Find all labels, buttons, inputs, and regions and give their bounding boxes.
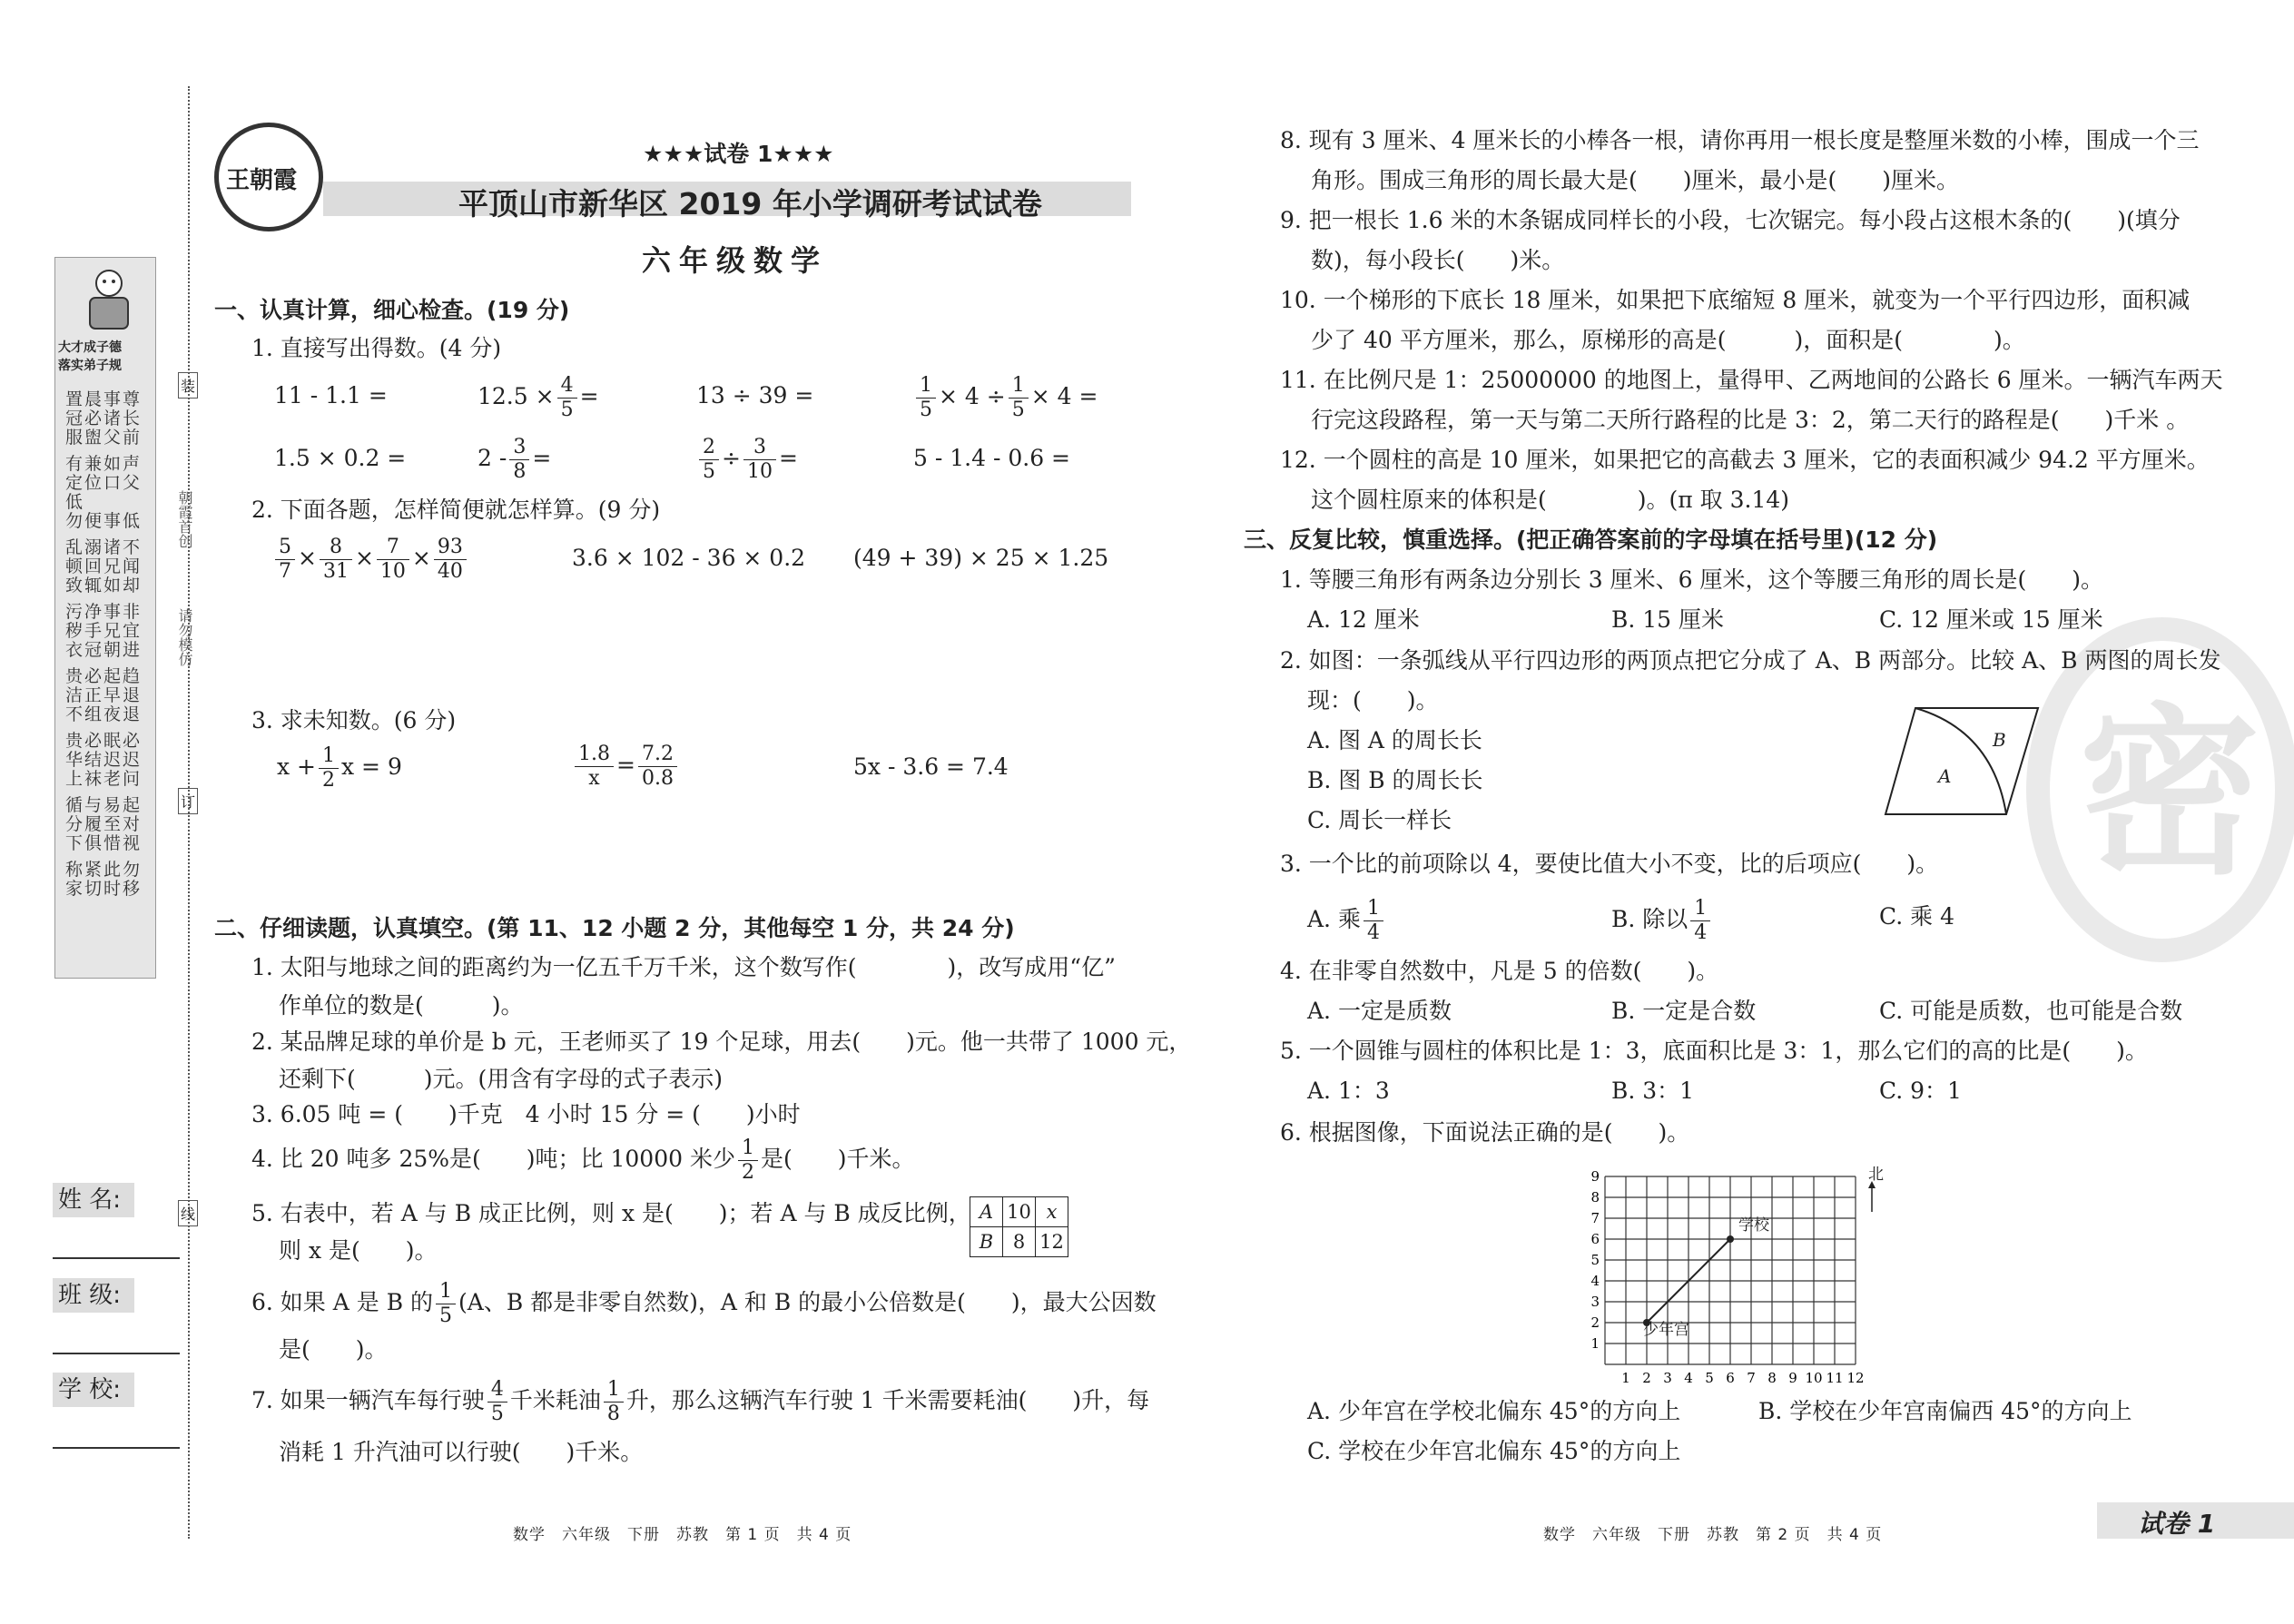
- x-tick: 11: [1826, 1370, 1844, 1386]
- poem-line: 勿便事低: [65, 511, 143, 531]
- fill-9a: 9. 把一根长 1.6 米的木条锯成同样长的小段，七次锯完。每小段占这根木条的( )(填分: [1280, 207, 2181, 233]
- fill-7a: 7. 如果一辆汽车每行驶 $\frac{4}{5}$ 千米耗油 $\frac{1}{8}$ 升，那么这辆汽车行驶 1 千米需要耗油( )升，每: [251, 1378, 1150, 1425]
- binding-mark-3: 线: [178, 1200, 198, 1226]
- calc-3: 13 ÷ 39 =: [696, 382, 814, 408]
- figure-label-b: B: [1993, 729, 2006, 751]
- calc-4: $\frac{1}{5}$ × 4 ÷ $\frac{1}{5}$ × 4 =: [913, 376, 1098, 420]
- poem-line: 衣冠朝进: [65, 640, 143, 660]
- fill-5a: 5. 右表中，若 A 与 B 成正比例，则 x 是( )；若 A 与 B 成反比例，: [251, 1200, 971, 1226]
- choice-2-stem-b: 现：( )。: [1307, 687, 1439, 714]
- coordinate-grid: [1580, 1157, 1897, 1393]
- fill-11b: 行完这段路程，第一天与第二天所行路程的比是 3：2，第二天行的路程是( )千米 。: [1311, 407, 2190, 433]
- fill-7b: 消耗 1 升汽油可以行驶( )千米。: [279, 1439, 644, 1465]
- x-tick: 1: [1621, 1370, 1630, 1386]
- poem-line: 乱溺诸不: [65, 537, 143, 557]
- choice-3-stem: 3. 一个比的前项除以 4，要使比值大小不变，比的后项应( )。: [1280, 851, 1939, 877]
- poem-line: 服盥父前: [65, 428, 143, 448]
- choice-1-b[interactable]: B. 15 厘米: [1611, 606, 1725, 633]
- table-cell: 8: [1003, 1227, 1036, 1257]
- simplify-1: $\frac{5}{7}$ × $\frac{8}{31}$ × $\frac{7}{10}$ × $\frac{93}{40}$: [272, 537, 469, 582]
- parallelogram-figure: [1884, 704, 2043, 822]
- scholar-icon: [77, 263, 141, 336]
- school-point: [1727, 1235, 1734, 1243]
- figure-label-a: A: [1938, 765, 1952, 787]
- table-row: [970, 1227, 1068, 1257]
- choice-1-c[interactable]: C. 12 厘米或 15 厘米: [1879, 606, 2103, 633]
- y-tick: 5: [1590, 1252, 1600, 1268]
- ratio-table: [970, 1196, 1068, 1257]
- table-cell: 12: [1036, 1227, 1068, 1257]
- y-tick: 1: [1590, 1335, 1600, 1352]
- x-tick: 5: [1705, 1370, 1714, 1386]
- poem-line: 不组夜退: [65, 704, 143, 724]
- exam-number: ★★★试卷 1★★★: [643, 141, 834, 167]
- fill-10a: 10. 一个梯形的下底长 18 厘米，如果把下底缩短 8 厘米，就变为一个平行四边形，面积减: [1280, 287, 2191, 313]
- footer-tag: 试卷 1: [2138, 1509, 2216, 1539]
- table-cell: x: [1036, 1197, 1068, 1227]
- school-field[interactable]: [53, 1447, 180, 1449]
- class-field[interactable]: [53, 1353, 180, 1354]
- y-tick: 2: [1590, 1314, 1600, 1331]
- name-label: 姓 名:: [53, 1183, 134, 1217]
- sidebar-motto-1: 大才成子德: [58, 340, 122, 355]
- x-tick: 10: [1805, 1370, 1823, 1386]
- poem-line: 循与易起: [65, 795, 143, 815]
- calc-1: 11 - 1.1 =: [274, 382, 388, 408]
- fill-8b: 角形。围成三角形的周长最大是( )厘米，最小是( )厘米。: [1311, 167, 1960, 193]
- poem-line: 华结迟迟: [65, 750, 143, 770]
- binding-mark-1: 装: [178, 372, 198, 399]
- choice-6-a[interactable]: A. 少年宫在学校北偏东 45°的方向上: [1307, 1398, 1681, 1424]
- poem-line: 下俱惜视: [65, 833, 143, 853]
- q1-1-stem: 1. 直接写出得数。(4 分): [251, 335, 502, 361]
- poem-line: 置晨事尊: [65, 389, 143, 409]
- choice-1-stem: 1. 等腰三角形有两条边分别长 3 厘米、6 厘米，这个等腰三角形的周长是( )。: [1280, 566, 2103, 593]
- poem-line: 致辄如却: [65, 576, 143, 595]
- fill-6b: 是( )。: [279, 1336, 388, 1363]
- footer-right: 数学 六年级 下册 苏教 第 2 页 共 4 页: [1543, 1526, 1883, 1544]
- choice-4-a[interactable]: A. 一定是质数: [1307, 998, 1452, 1024]
- simplify-3: (49 + 39) × 25 × 1.25: [853, 545, 1109, 571]
- simplify-2: 3.6 × 102 - 36 × 0.2: [572, 545, 806, 571]
- choice-5-a[interactable]: A. 1：3: [1307, 1078, 1390, 1104]
- table-row: [970, 1197, 1068, 1227]
- fill-1b: 作单位的数是( )。: [279, 992, 524, 1019]
- q1-2-stem: 2. 下面各题，怎样简便就怎样算。(9 分): [251, 497, 661, 523]
- page-title: 平顶山市新华区 2019 年小学调研考试试卷: [458, 186, 1042, 221]
- school-label: 学校: [1738, 1216, 1769, 1235]
- calc-6: 2 - $\frac{3}{8}$ =: [478, 436, 552, 483]
- choice-2-b[interactable]: B. 图 B 的周长长: [1307, 767, 1483, 793]
- palace-label: 少年宫: [1643, 1321, 1689, 1339]
- choice-5-b[interactable]: B. 3：1: [1611, 1078, 1695, 1104]
- poem-line: 顿回兄闻: [65, 556, 143, 576]
- choice-2-c[interactable]: C. 周长一样长: [1307, 807, 1452, 833]
- section-1-heading: 一、认真计算，细心检查。(19 分): [214, 297, 570, 323]
- x-tick: 8: [1767, 1370, 1777, 1386]
- q1-3-stem: 3. 求未知数。(6 分): [251, 707, 457, 733]
- poem-line: 洁正早退: [65, 685, 143, 705]
- poem-line: 称紧此勿: [65, 860, 143, 880]
- x-tick: 6: [1726, 1370, 1735, 1386]
- poem-line: 污净事非: [65, 602, 143, 622]
- poem-line: 贵必眠必: [65, 731, 143, 751]
- equation-2: $\frac{1.8}{x}$ = $\frac{7.2}{0.8}$: [572, 744, 680, 789]
- choice-2-a[interactable]: A. 图 A 的周长长: [1307, 727, 1482, 753]
- y-tick: 8: [1590, 1189, 1600, 1206]
- equation-3: 5x - 3.6 = 7.4: [853, 753, 1009, 780]
- fill-3: 3. 6.05 吨 = ( )千克 4 小时 15 分 = ( )小时: [251, 1101, 801, 1127]
- y-tick: 3: [1590, 1294, 1600, 1310]
- x-tick: 7: [1747, 1370, 1756, 1386]
- choice-1-a[interactable]: A. 12 厘米: [1307, 606, 1420, 633]
- calc-2: 12.5 × $\frac{4}{5}$ =: [478, 374, 599, 421]
- x-tick: 9: [1788, 1370, 1797, 1386]
- choice-3-a[interactable]: A. 乘 $\frac{1}{4}$: [1307, 899, 1386, 943]
- school-label: 学 校:: [53, 1373, 134, 1407]
- footer-left: 数学 六年级 下册 苏教 第 1 页 共 4 页: [513, 1526, 852, 1544]
- section-2-heading: 二、仔细读题，认真填空。(第 11、12 小题 2 分，其他每空 1 分，共 24 分): [214, 915, 1015, 941]
- subject-title: 六年级数学: [642, 243, 829, 278]
- fill-10b: 少了 40 平方厘米，那么，原梯形的高是( )，面积是( )。: [1311, 327, 2025, 353]
- sidebar-poem: [65, 390, 156, 899]
- secret-seal-glyph: 密: [2079, 688, 2261, 900]
- fill-2a: 2. 某品牌足球的单价是 b 元，王老师买了 19 个足球，用去( )元。他一共带了 1000 元，: [251, 1029, 1192, 1055]
- poem-line: 贵必起趋: [65, 666, 143, 686]
- name-field[interactable]: [53, 1257, 180, 1259]
- choice-2-stem-a: 2. 如图：一条弧线从平行四边形的两顶点把它分成了 A、B 两部分。比较 A、B 两图的周长发: [1280, 647, 2221, 674]
- fill-2b: 还剩下( )元。(用含有字母的式子表示): [279, 1066, 724, 1092]
- choice-3-c[interactable]: C. 乘 4: [1879, 903, 1954, 930]
- section-3-heading: 三、反复比较，慎重选择。(把正确答案前的字母填在括号里)(12 分): [1244, 527, 1938, 553]
- calc-8: 5 - 1.4 - 0.6 =: [913, 445, 1070, 471]
- poem-line: 上袜老问: [65, 769, 143, 789]
- fill-1a: 1. 太阳与地球之间的距离约为一亿五千万千米，这个数写作( )，改写成用“亿”: [251, 954, 1116, 980]
- fill-9b: 数)，每小段长( )米。: [1311, 247, 1565, 273]
- x-tick: 2: [1642, 1370, 1651, 1386]
- x-tick: 12: [1846, 1370, 1865, 1386]
- sidebar-note-2: 请勿模仿: [176, 608, 193, 666]
- choice-4-c[interactable]: C. 可能是质数，也可能是合数: [1879, 998, 2183, 1024]
- sidebar-note-1: 朝霞首创: [176, 490, 193, 548]
- table-cell: B: [970, 1227, 1003, 1257]
- binding-mark-2: 订: [178, 788, 198, 814]
- fill-8a: 8. 现有 3 厘米、4 厘米长的小棒各一根，请你再用一根长度是整厘米数的小棒，围成一个三: [1280, 127, 2200, 153]
- y-tick: 4: [1590, 1273, 1600, 1289]
- choice-5-c[interactable]: C. 9：1: [1879, 1078, 1962, 1104]
- poem-line: 秽手兄宜: [65, 621, 143, 641]
- class-label: 班 级:: [53, 1278, 134, 1313]
- fill-6a: 6. 如果 A 是 B 的 $\frac{1}{5}$ (A、B 都是非零自然数)，A 和 B 的最小公倍数是( )，最大公因数: [251, 1280, 1157, 1327]
- poem-line: 定位口父低: [65, 473, 143, 512]
- y-tick: 6: [1590, 1231, 1600, 1247]
- choice-4-stem: 4. 在非零自然数中，凡是 5 的倍数( )。: [1280, 958, 1719, 984]
- brand-logo: [214, 123, 323, 231]
- calc-5: 1.5 × 0.2 =: [274, 445, 407, 471]
- brand-logo-text: 王朝霞: [226, 167, 298, 194]
- fill-4: 4. 比 20 吨多 25%是( )吨；比 10000 米少 $\frac{1}{2}$ 是( )千米。: [251, 1137, 915, 1184]
- fill-5b: 则 x 是( )。: [279, 1237, 438, 1264]
- poem-line: 冠必诸长: [65, 408, 143, 428]
- choice-4-b[interactable]: B. 一定是合数: [1611, 998, 1757, 1024]
- choice-6-c[interactable]: C. 学校在少年宫北偏东 45°的方向上: [1307, 1438, 1681, 1464]
- choice-6-stem: 6. 根据图像，下面说法正确的是( )。: [1280, 1119, 1690, 1146]
- poem-line: 分履至对: [65, 814, 143, 834]
- x-tick: 3: [1663, 1370, 1672, 1386]
- calc-7: $\frac{2}{5}$ ÷ $\frac{3}{10}$ =: [696, 438, 798, 482]
- equation-1: x + $\frac{1}{2}$ x = 9: [277, 744, 402, 792]
- y-tick: 7: [1590, 1210, 1600, 1226]
- fill-12b: 这个圆柱原来的体积是( )。(π 取 3.14): [1311, 487, 1790, 513]
- choice-6-b[interactable]: B. 学校在少年宫南偏西 45°的方向上: [1758, 1398, 2132, 1424]
- poem-line: 有兼如声: [65, 454, 143, 474]
- table-cell: 10: [1003, 1197, 1036, 1227]
- x-tick: 4: [1684, 1370, 1693, 1386]
- sidebar-motto-2: 落实弟子规: [58, 359, 122, 373]
- choice-5-stem: 5. 一个圆锥与圆柱的体积比是 1：3，底面积比是 3：1，那么它们的高的比是( )。: [1280, 1038, 2148, 1064]
- north-label: 北: [1868, 1166, 1884, 1184]
- choice-3-b[interactable]: B. 除以 $\frac{1}{4}$: [1611, 899, 1713, 943]
- fill-12a: 12. 一个圆柱的高是 10 厘米，如果把它的高截去 3 厘米，它的表面积减少 94.2 平方厘米。: [1280, 447, 2210, 473]
- table-cell: A: [970, 1197, 1003, 1227]
- poem-line: 家切时移: [65, 879, 143, 899]
- fill-11a: 11. 在比例尺是 1：25000000 的地图上，量得甲、乙两地间的公路长 6 厘米。一辆汽车两天: [1280, 367, 2223, 393]
- y-tick: 9: [1590, 1168, 1600, 1185]
